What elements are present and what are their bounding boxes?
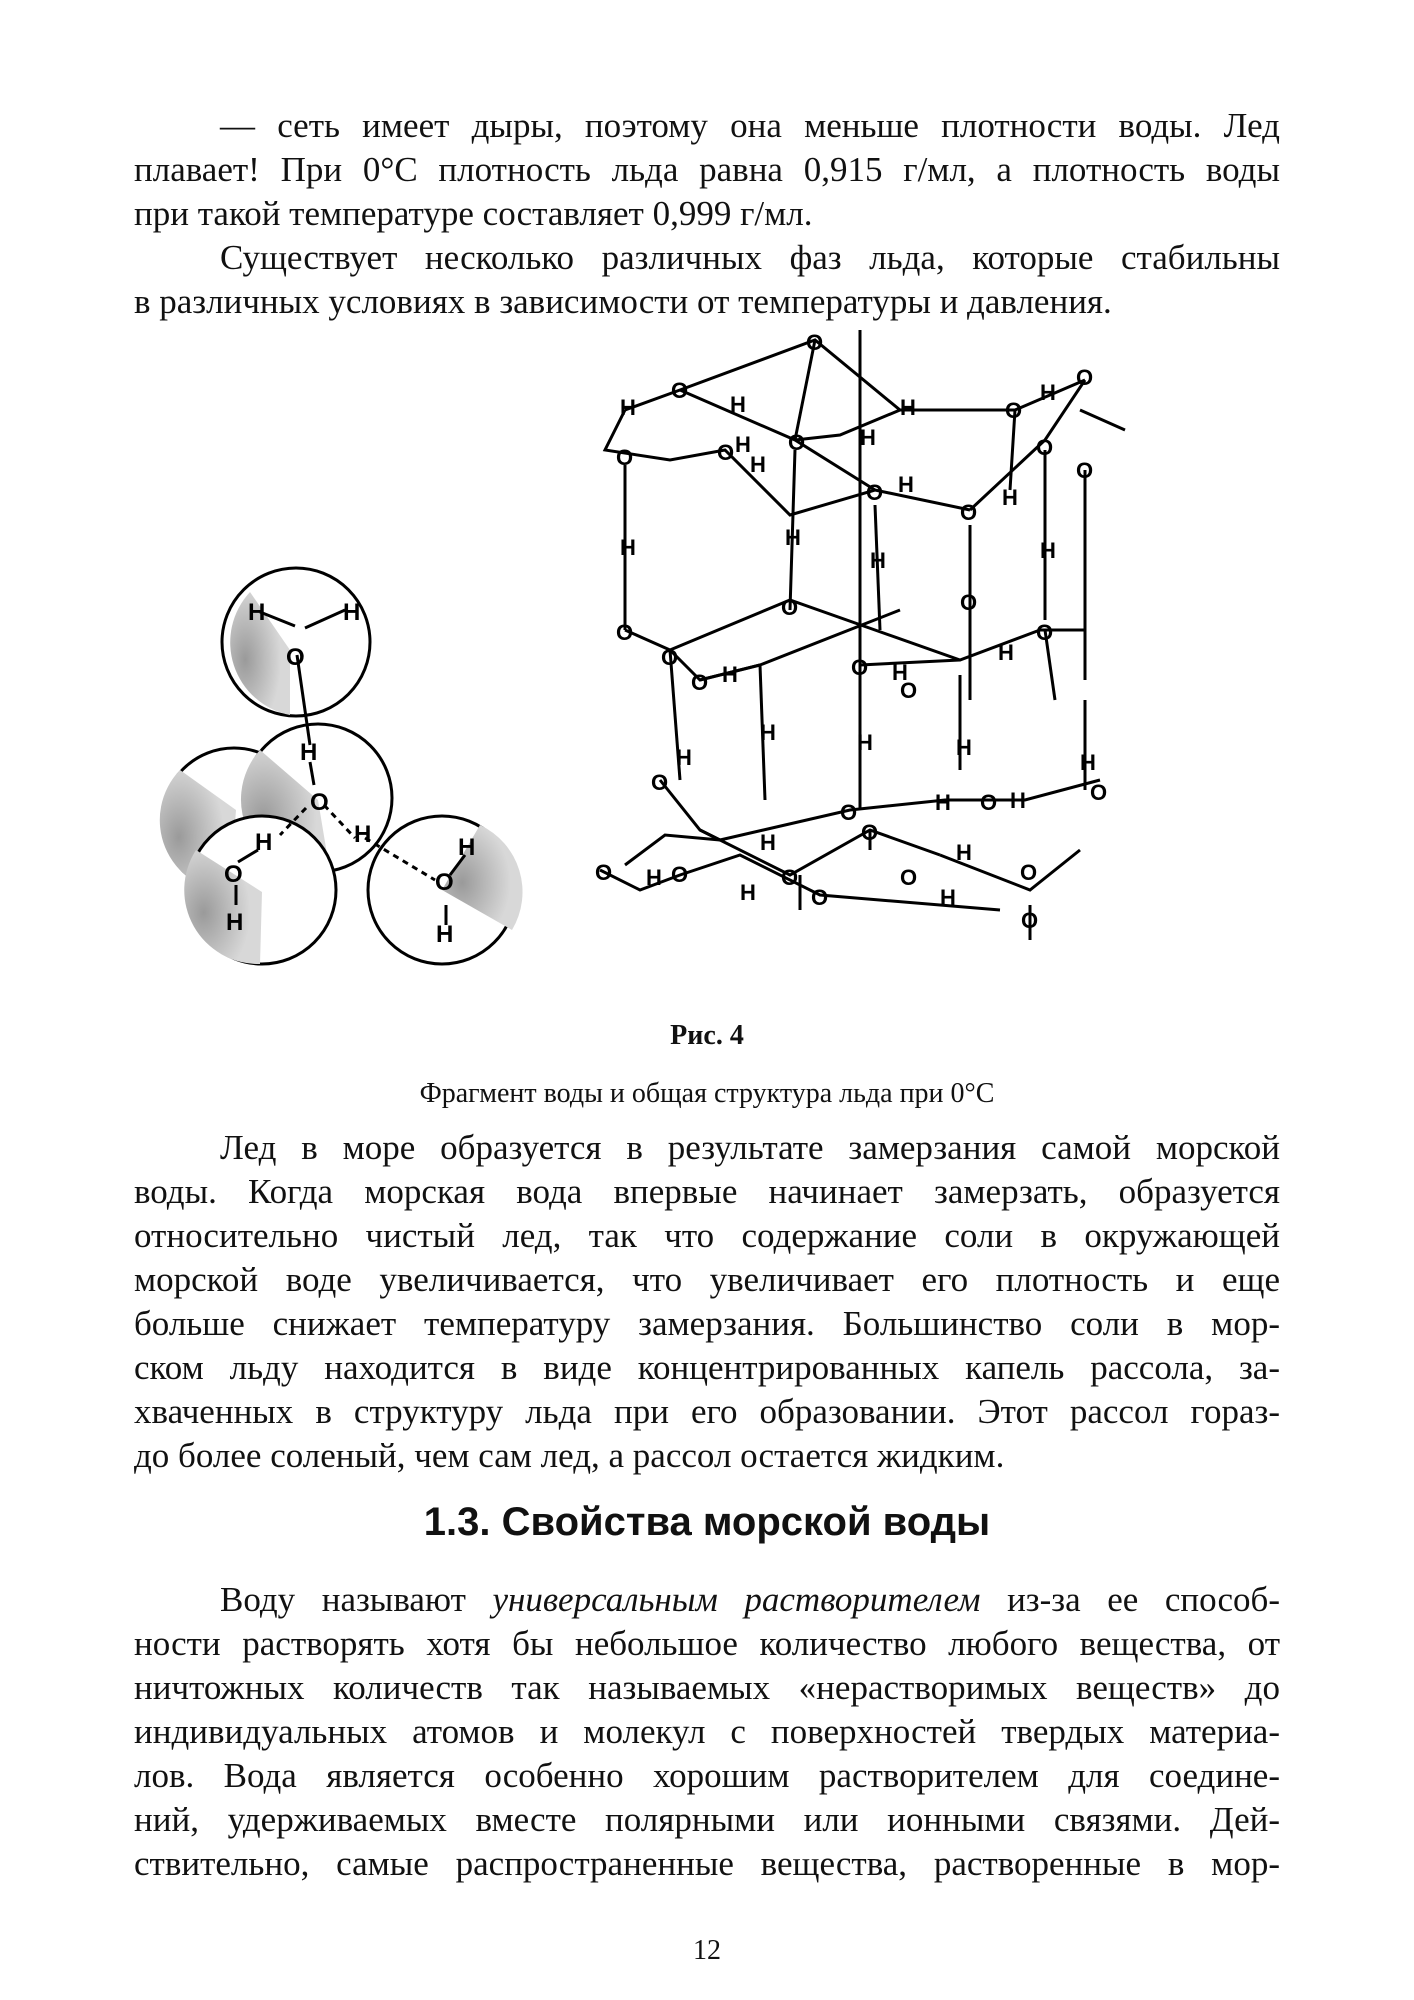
atom-h: H: [785, 525, 801, 550]
text-line: — сеть имеет дыры, поэтому она меньше плотности воды. Лед: [220, 106, 1280, 145]
atom-o: O: [286, 644, 305, 671]
atom-o: O: [616, 620, 634, 645]
atom-o: O: [788, 430, 806, 455]
atom-o: O: [861, 820, 879, 845]
atom-h: H: [870, 548, 886, 573]
atom-h: H: [898, 472, 914, 497]
text-line: в различных условиях в зависимости от температуры и давления.: [134, 282, 1112, 321]
text-line: ствительно, самые распространенные вещества, растворенные в мор-: [134, 1844, 1280, 1883]
text-line: лов. Вода является особенно хорошим растворителем для соедине-: [134, 1756, 1280, 1795]
atom-h: H: [1040, 538, 1056, 563]
atom-o: O: [960, 590, 978, 615]
atom-o: O: [671, 378, 689, 403]
atom-h: H: [735, 432, 751, 457]
atom-h: H: [354, 821, 372, 848]
atom-o: O: [661, 645, 679, 670]
atom-o: O: [651, 770, 669, 795]
paragraph-ice-density: [134, 104, 1280, 236]
atom-o: O: [1036, 620, 1054, 645]
atom-o: O: [866, 480, 884, 505]
figure-title: Рис. 4: [670, 1020, 744, 1051]
atom-h: H: [1002, 485, 1018, 510]
atom-h: H: [740, 880, 756, 905]
atom-h: H: [458, 834, 476, 861]
text-line: при такой температуре составляет 0,999 г/мл.: [134, 194, 813, 233]
atom-o: O: [1036, 435, 1054, 460]
atom-h: H: [750, 452, 766, 477]
atom-h: H: [676, 745, 692, 770]
atom-o: O: [691, 670, 709, 695]
text-line: относительно чистый лед, так что содержание соли в окружающей: [134, 1216, 1280, 1255]
atom-h: H: [255, 829, 273, 856]
atom-o: O: [781, 595, 799, 620]
text-run: из-за ее способ-: [980, 1580, 1280, 1619]
atom-h: H: [1040, 380, 1056, 405]
atom-h: H: [1080, 750, 1096, 775]
atom-o: O: [310, 789, 329, 816]
text-line: ничтожных количеств так называемых «нерастворимых веществ» до: [134, 1668, 1280, 1707]
atom-o: O: [851, 655, 869, 680]
atom-h: H: [900, 395, 916, 420]
atom-o: O: [595, 860, 613, 885]
paragraph-sea-ice: [134, 1126, 1280, 1478]
atom-o: O: [980, 790, 998, 815]
text-line: Лед в море образуется в результате замерзания самой морской: [220, 1128, 1280, 1167]
figure-ice-structure: [140, 330, 1280, 1010]
text-line: Существует несколько различных фаз льда, которые стабильны: [220, 238, 1280, 277]
atom-h: H: [300, 739, 318, 766]
atom-o: O: [1005, 398, 1023, 423]
atom-o: O: [806, 330, 824, 355]
atom-h: H: [956, 840, 972, 865]
atom-h: H: [857, 730, 873, 755]
text-run: Воду называют: [220, 1580, 493, 1619]
atom-o: O: [960, 500, 978, 525]
atom-h: H: [226, 909, 244, 936]
atom-h: H: [1010, 788, 1026, 813]
section-heading: 1.3. Свойства морской воды: [423, 1500, 991, 1544]
atom-h: H: [940, 885, 956, 910]
atom-h: H: [730, 392, 746, 417]
text-line: индивидуальных атомов и молекул с поверхностей твердых материа-: [134, 1712, 1280, 1751]
atom-h: H: [620, 535, 636, 560]
atom-o: O: [717, 440, 735, 465]
atom-o: O: [1020, 860, 1038, 885]
paragraph-universal-solvent: [134, 1578, 1280, 1886]
atom-h: H: [760, 720, 776, 745]
atom-h: H: [436, 921, 454, 948]
atom-o: O: [900, 678, 918, 703]
text-line: ности растворять хотя бы небольшое количество любого вещества, от: [134, 1624, 1280, 1663]
text-line: плавает! При 0°С плотность льда равна 0,915 г/мл, а плотность воды: [134, 150, 1280, 189]
atom-h: H: [248, 599, 266, 626]
atom-o: O: [900, 865, 918, 890]
atom-h: H: [722, 662, 738, 687]
atom-o: O: [224, 861, 243, 888]
text-line: морской воде увеличивается, что увеличивает его плотность и еще: [134, 1260, 1280, 1299]
atom-o: O: [671, 862, 689, 887]
text-line: [134, 1578, 1280, 1622]
atom-h: H: [956, 735, 972, 760]
text-line: ний, удерживаемых вместе полярными или ионными связями. Дей-: [134, 1800, 1280, 1839]
atom-h: H: [860, 425, 876, 450]
water-fragment-diagram: [160, 568, 523, 964]
sphere-top: [222, 568, 370, 716]
paragraph-ice-phases: [134, 236, 1280, 324]
figure-caption: Фрагмент воды и общая структура льда при 0°С: [419, 1078, 995, 1109]
atom-o: O: [840, 800, 858, 825]
atom-o: O: [435, 869, 454, 896]
emphasis-term: универсальным растворителем: [492, 1580, 981, 1619]
atom-o: O: [616, 445, 634, 470]
atom-h: H: [620, 395, 636, 420]
text-line: ском льду находится в виде концентрированных капель рассола, за-: [134, 1348, 1280, 1387]
text-line: воды. Когда морская вода впервые начинает замерзать, образуется: [134, 1172, 1280, 1211]
page-number: 12: [693, 1935, 721, 1966]
text-line: до более соленый, чем сам лед, а рассол остается жидким.: [134, 1436, 1005, 1475]
atom-o: O: [1090, 780, 1108, 805]
atom-h: H: [646, 865, 662, 890]
atom-h: H: [760, 830, 776, 855]
atom-h: H: [998, 640, 1014, 665]
atom-o: O: [781, 865, 799, 890]
atom-o: O: [1076, 458, 1094, 483]
text-line: хваченных в структуру льда при его образовании. Этот рассол гораз-: [134, 1392, 1280, 1431]
ice-lattice-labels: [595, 330, 1107, 933]
atom-h: H: [892, 660, 908, 685]
atom-h: H: [343, 599, 361, 626]
atom-o: O: [1021, 908, 1039, 933]
atom-o: O: [811, 885, 829, 910]
text-line: больше снижает температуру замерзания. Большинство соли в мор-: [134, 1304, 1280, 1343]
atom-o: O: [1076, 365, 1094, 390]
atom-h: H: [935, 790, 951, 815]
